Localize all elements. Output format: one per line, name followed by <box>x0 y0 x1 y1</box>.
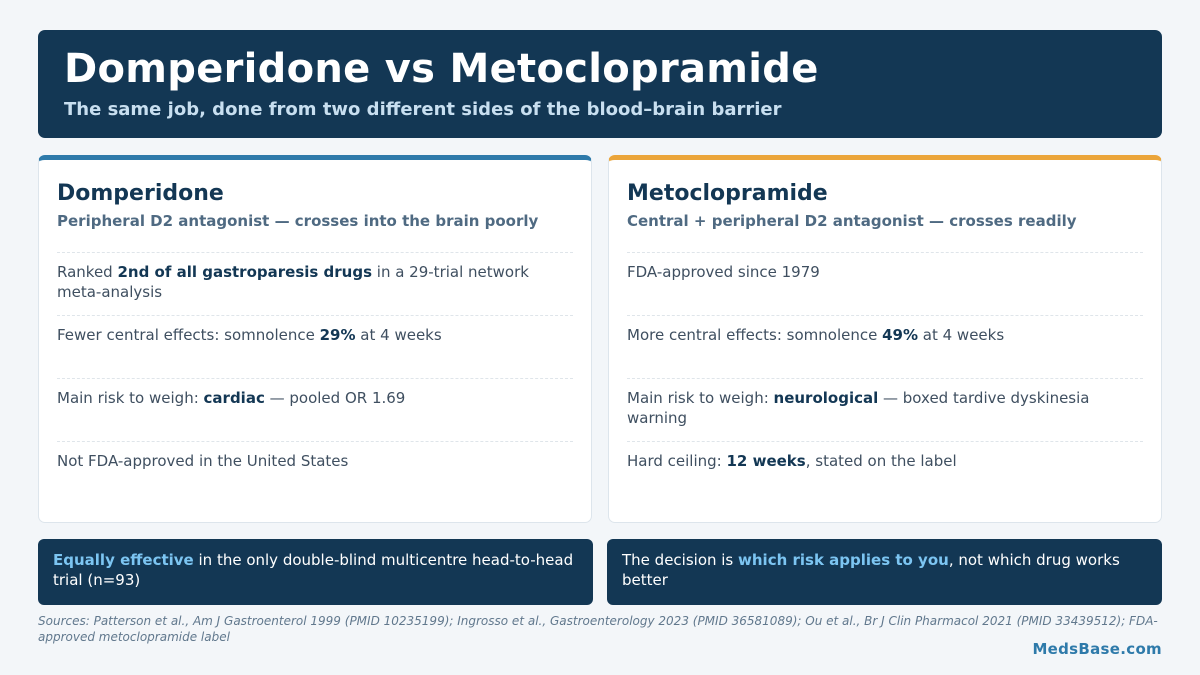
header-banner <box>38 30 1162 138</box>
fact-text: , stated on the label <box>805 452 957 470</box>
page-subtitle: The same job, done from two different sides of the blood–brain barrier <box>64 99 782 120</box>
fact-text: — boxed tardive dyskinesia warning <box>627 389 1090 427</box>
page-title: Domperidone vs Metoclopramide <box>64 46 819 92</box>
fact-text: More central effects: somnolence <box>627 326 883 344</box>
callout-highlight: which risk applies to you <box>738 551 949 569</box>
fact-text: Ranked <box>57 263 118 281</box>
decision-callout <box>607 539 1162 605</box>
callout-text: , not which drug works better <box>622 551 1120 589</box>
fact-emphasis: neurological <box>773 389 879 407</box>
fact-emphasis: 2nd of all gastroparesis drugs <box>117 263 373 281</box>
fact-text: in a 29-trial network meta-analysis <box>57 263 529 301</box>
fact-row <box>627 315 1143 378</box>
fact-row <box>627 252 1143 315</box>
efficacy-callout <box>38 539 593 605</box>
brand-logo-text: MedsBase.com <box>1032 640 1162 658</box>
fact-row <box>57 378 573 441</box>
fact-emphasis: cardiac <box>203 389 265 407</box>
fact-row <box>57 441 573 504</box>
fact-list <box>627 252 1143 504</box>
fact-list <box>57 252 573 504</box>
fact-text: Fewer central effects: somnolence <box>57 326 320 344</box>
domperidone-card <box>38 155 592 523</box>
callout-text: in the only double-blind multicentre head-to-head trial (n=93) <box>53 551 574 589</box>
callout-highlight: Equally effective <box>53 551 194 569</box>
fact-text: Hard ceiling: <box>627 452 727 470</box>
fact-text: Main risk to weigh: <box>627 389 774 407</box>
card-title: Domperidone <box>57 181 224 206</box>
fact-text: FDA-approved since 1979 <box>627 263 820 281</box>
fact-emphasis: 12 weeks <box>726 452 806 470</box>
card-subtitle: Peripheral D2 antagonist — crosses into the brain poorly <box>57 212 539 230</box>
callout-text: The decision is <box>622 551 739 569</box>
fact-text: — pooled OR 1.69 <box>264 389 406 407</box>
sources-footnote: Sources: Patterson et al., Am J Gastroenterol 1999 (PMID 10235199); Ingrosso et al., Gastroenterology 2023 (PMID 36581089); Ou et al., Br J Clin Pharmacol 2021 (PMID 33439512); FDA-approved metoclopramide label <box>38 614 1158 644</box>
card-title: Metoclopramide <box>627 181 828 206</box>
fact-row <box>627 441 1143 504</box>
fact-row <box>627 378 1143 441</box>
fact-text: at 4 weeks <box>918 326 1005 344</box>
fact-emphasis: 29% <box>319 326 356 344</box>
fact-row <box>57 252 573 315</box>
fact-text: Not FDA-approved in the United States <box>57 452 349 470</box>
card-subtitle: Central + peripheral D2 antagonist — crosses readily <box>627 212 1077 230</box>
metoclopramide-card <box>608 155 1162 523</box>
fact-text: Main risk to weigh: <box>57 389 204 407</box>
fact-row <box>57 315 573 378</box>
fact-emphasis: 49% <box>882 326 919 344</box>
fact-text: at 4 weeks <box>355 326 442 344</box>
